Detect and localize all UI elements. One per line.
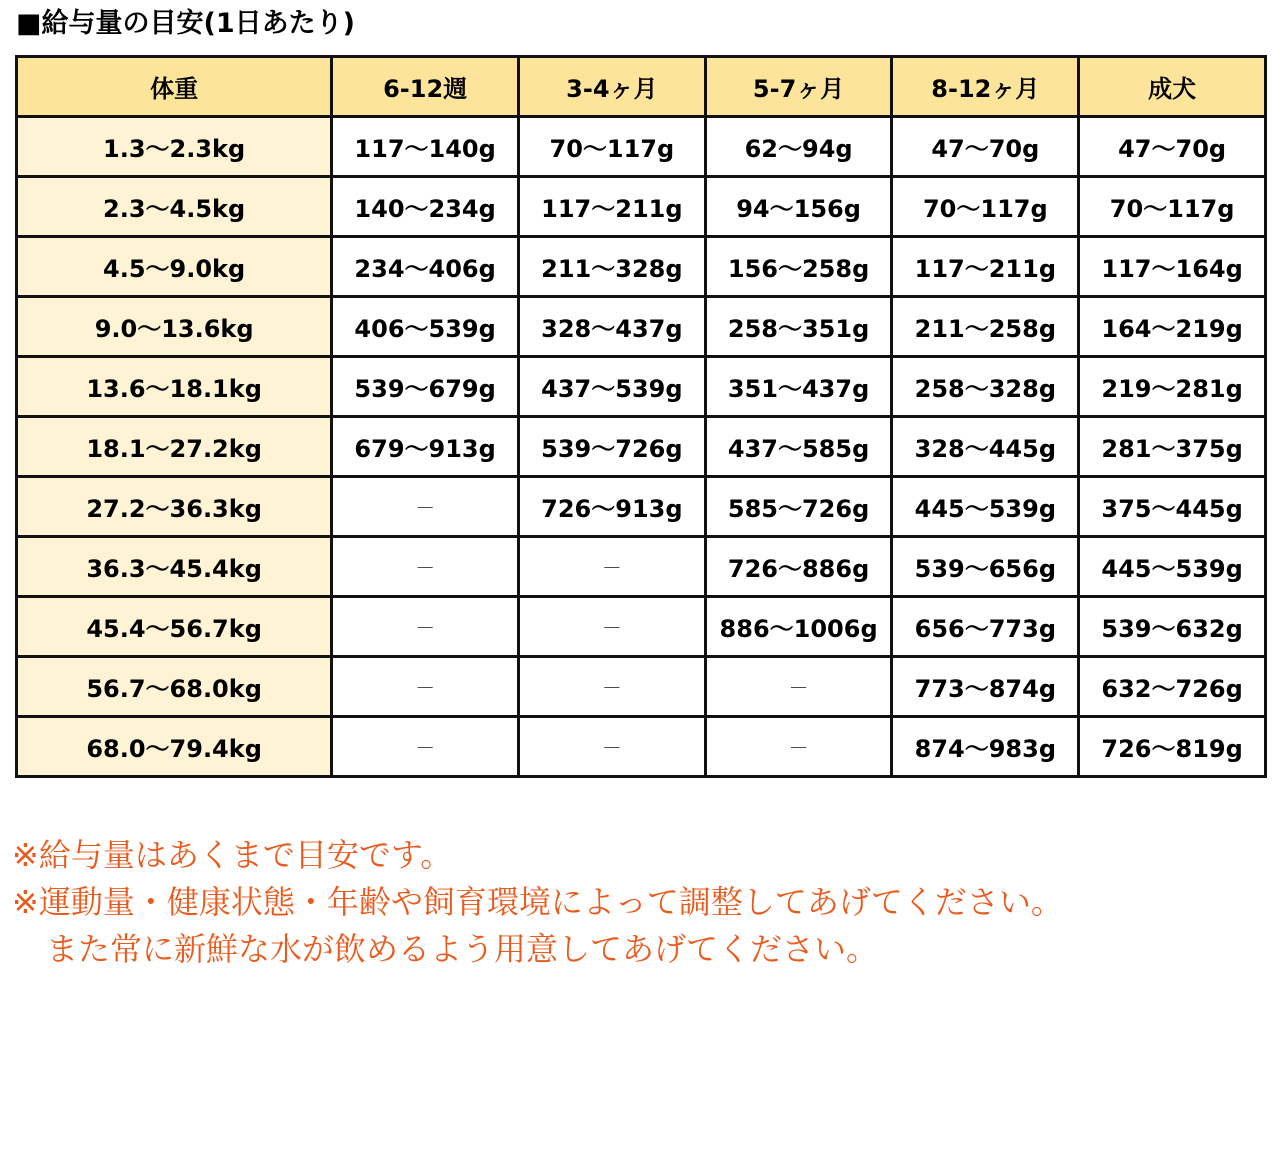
note-line: ※給与量はあくまで目安です。 bbox=[12, 836, 453, 874]
feeding-amount-cell: － bbox=[332, 657, 519, 717]
feeding-amount-table bbox=[15, 55, 1267, 778]
weight-range-cell: 4.5〜9.0kg bbox=[17, 237, 332, 297]
feeding-amount-cell: 726〜886g bbox=[705, 537, 892, 597]
feeding-amount-cell: 164〜219g bbox=[1079, 297, 1266, 357]
feeding-amount-cell: － bbox=[332, 477, 519, 537]
header-age-3-4-months: 3-4ヶ月 bbox=[518, 57, 705, 117]
feeding-amount-cell: － bbox=[332, 537, 519, 597]
feeding-amount-cell: 47〜70g bbox=[892, 117, 1079, 177]
table-row bbox=[17, 537, 1266, 597]
feeding-amount-cell: 258〜328g bbox=[892, 357, 1079, 417]
feeding-amount-cell: 445〜539g bbox=[1079, 537, 1266, 597]
weight-range-cell: 2.3〜4.5kg bbox=[17, 177, 332, 237]
feeding-amount-cell: 328〜445g bbox=[892, 417, 1079, 477]
notes bbox=[12, 832, 1063, 973]
feeding-amount-cell: － bbox=[518, 657, 705, 717]
feeding-amount-cell: 211〜258g bbox=[892, 297, 1079, 357]
feeding-amount-cell: 437〜539g bbox=[518, 357, 705, 417]
header-weight: 体重 bbox=[17, 57, 332, 117]
note-line: ※運動量・健康状態・年齢や飼育環境によって調整してあげてください。 bbox=[12, 883, 1063, 921]
weight-range-cell: 1.3〜2.3kg bbox=[17, 117, 332, 177]
feeding-amount-cell: 726〜819g bbox=[1079, 717, 1266, 777]
feeding-amount-cell: － bbox=[518, 597, 705, 657]
table-row bbox=[17, 597, 1266, 657]
feeding-amount-cell: 585〜726g bbox=[705, 477, 892, 537]
table-row bbox=[17, 357, 1266, 417]
feeding-amount-cell: 406〜539g bbox=[332, 297, 519, 357]
feeding-amount-cell: 258〜351g bbox=[705, 297, 892, 357]
feeding-amount-cell: 539〜656g bbox=[892, 537, 1079, 597]
feeding-amount-cell: － bbox=[518, 537, 705, 597]
weight-range-cell: 9.0〜13.6kg bbox=[17, 297, 332, 357]
feeding-amount-cell: 156〜258g bbox=[705, 237, 892, 297]
header-age-5-7-months: 5-7ヶ月 bbox=[705, 57, 892, 117]
weight-range-cell: 45.4〜56.7kg bbox=[17, 597, 332, 657]
feeding-amount-cell: 211〜328g bbox=[518, 237, 705, 297]
page-title: ■給与量の目安(1日あたり) bbox=[16, 8, 355, 39]
feeding-amount-cell: 234〜406g bbox=[332, 237, 519, 297]
table-row bbox=[17, 177, 1266, 237]
table-row bbox=[17, 717, 1266, 777]
feeding-amount-cell: 70〜117g bbox=[518, 117, 705, 177]
weight-range-cell: 36.3〜45.4kg bbox=[17, 537, 332, 597]
feeding-amount-cell: 62〜94g bbox=[705, 117, 892, 177]
feeding-amount-cell: － bbox=[332, 597, 519, 657]
table-row bbox=[17, 417, 1266, 477]
feeding-amount-cell: 886〜1006g bbox=[705, 597, 892, 657]
feeding-amount-cell: 351〜437g bbox=[705, 357, 892, 417]
feeding-amount-cell: 773〜874g bbox=[892, 657, 1079, 717]
table-row bbox=[17, 657, 1266, 717]
table-header-row bbox=[17, 57, 1266, 117]
feeding-amount-cell: 117〜211g bbox=[518, 177, 705, 237]
table-body bbox=[17, 117, 1266, 777]
table-row bbox=[17, 237, 1266, 297]
feeding-amount-cell: － bbox=[705, 657, 892, 717]
header-adult: 成犬 bbox=[1079, 57, 1266, 117]
weight-range-cell: 13.6〜18.1kg bbox=[17, 357, 332, 417]
feeding-amount-cell: 117〜211g bbox=[892, 237, 1079, 297]
feeding-amount-cell: － bbox=[518, 717, 705, 777]
feeding-amount-cell: 632〜726g bbox=[1079, 657, 1266, 717]
feeding-amount-cell: 70〜117g bbox=[892, 177, 1079, 237]
note-line: また常に新鮮な水が飲めるよう用意してあげてください。 bbox=[46, 930, 879, 968]
weight-range-cell: 56.7〜68.0kg bbox=[17, 657, 332, 717]
feeding-amount-cell: 874〜983g bbox=[892, 717, 1079, 777]
feeding-amount-cell: 117〜164g bbox=[1079, 237, 1266, 297]
feeding-amount-cell: 445〜539g bbox=[892, 477, 1079, 537]
feeding-amount-cell: 539〜632g bbox=[1079, 597, 1266, 657]
table-row bbox=[17, 117, 1266, 177]
feeding-amount-cell: 539〜679g bbox=[332, 357, 519, 417]
feeding-amount-cell: 281〜375g bbox=[1079, 417, 1266, 477]
feeding-amount-cell: 140〜234g bbox=[332, 177, 519, 237]
feeding-amount-cell: 539〜726g bbox=[518, 417, 705, 477]
feeding-amount-cell: 117〜140g bbox=[332, 117, 519, 177]
feeding-amount-cell: 219〜281g bbox=[1079, 357, 1266, 417]
feeding-amount-cell: － bbox=[332, 717, 519, 777]
feeding-amount-cell: 726〜913g bbox=[518, 477, 705, 537]
feeding-amount-cell: 47〜70g bbox=[1079, 117, 1266, 177]
feeding-amount-cell: － bbox=[705, 717, 892, 777]
header-age-8-12-months: 8-12ヶ月 bbox=[892, 57, 1079, 117]
weight-range-cell: 27.2〜36.3kg bbox=[17, 477, 332, 537]
weight-range-cell: 68.0〜79.4kg bbox=[17, 717, 332, 777]
feeding-amount-cell: 375〜445g bbox=[1079, 477, 1266, 537]
table-row bbox=[17, 297, 1266, 357]
feeding-amount-cell: 94〜156g bbox=[705, 177, 892, 237]
weight-range-cell: 18.1〜27.2kg bbox=[17, 417, 332, 477]
table-row bbox=[17, 477, 1266, 537]
feeding-amount-cell: 328〜437g bbox=[518, 297, 705, 357]
feeding-amount-cell: 679〜913g bbox=[332, 417, 519, 477]
feeding-amount-cell: 70〜117g bbox=[1079, 177, 1266, 237]
header-age-6-12-weeks: 6-12週 bbox=[332, 57, 519, 117]
feeding-amount-cell: 656〜773g bbox=[892, 597, 1079, 657]
feeding-amount-cell: 437〜585g bbox=[705, 417, 892, 477]
